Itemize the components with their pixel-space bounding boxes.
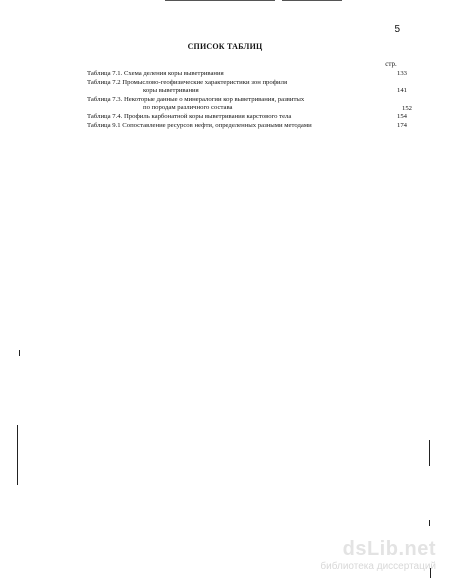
list-item	[87, 122, 407, 130]
page-column-header: стр.	[385, 60, 397, 68]
scan-margin-mark	[429, 440, 430, 466]
entry-page: 141	[396, 87, 407, 94]
list-item	[87, 79, 407, 95]
entry-text: Таблица 7.4. Профиль карбонатной коры выветривания карстового тела	[87, 113, 292, 120]
watermark-subtitle: библиотека диссертаций	[320, 561, 436, 572]
page-title: СПИСОК ТАБЛИЦ	[187, 42, 263, 51]
scan-margin-mark	[17, 425, 18, 485]
watermark	[316, 538, 436, 572]
scan-margin-mark	[429, 520, 430, 526]
scan-edge-line	[282, 0, 342, 1]
scan-edge-line	[165, 0, 275, 1]
entry-text: Таблица 7.1. Схема деления коры выветривания	[87, 70, 224, 77]
entry-page: 133	[396, 70, 407, 77]
page-number: 5	[394, 24, 400, 35]
entry-continuation: по породам различного состава	[143, 104, 233, 111]
entry-page: 174	[396, 122, 407, 129]
list-item	[87, 70, 407, 78]
scan-margin-mark	[19, 350, 20, 356]
entry-page: 152	[401, 105, 412, 112]
list-item	[87, 96, 412, 112]
entry-page: 154	[396, 113, 407, 120]
list-item	[87, 113, 407, 121]
entry-text: Таблица 7.3. Некоторые данные о минералогии кор выветривания, развитых	[87, 96, 305, 103]
entry-text: Таблица 9.1 Сопоставление ресурсов нефти, определенных разными методами	[87, 122, 312, 129]
table-list	[87, 70, 412, 131]
entry-text: Таблица 7.2 Промыслово-геофизические характеристики зон профиля	[87, 79, 288, 86]
entry-continuation: коры выветривания	[143, 87, 199, 94]
watermark-brand: dsLib.net	[342, 538, 436, 560]
